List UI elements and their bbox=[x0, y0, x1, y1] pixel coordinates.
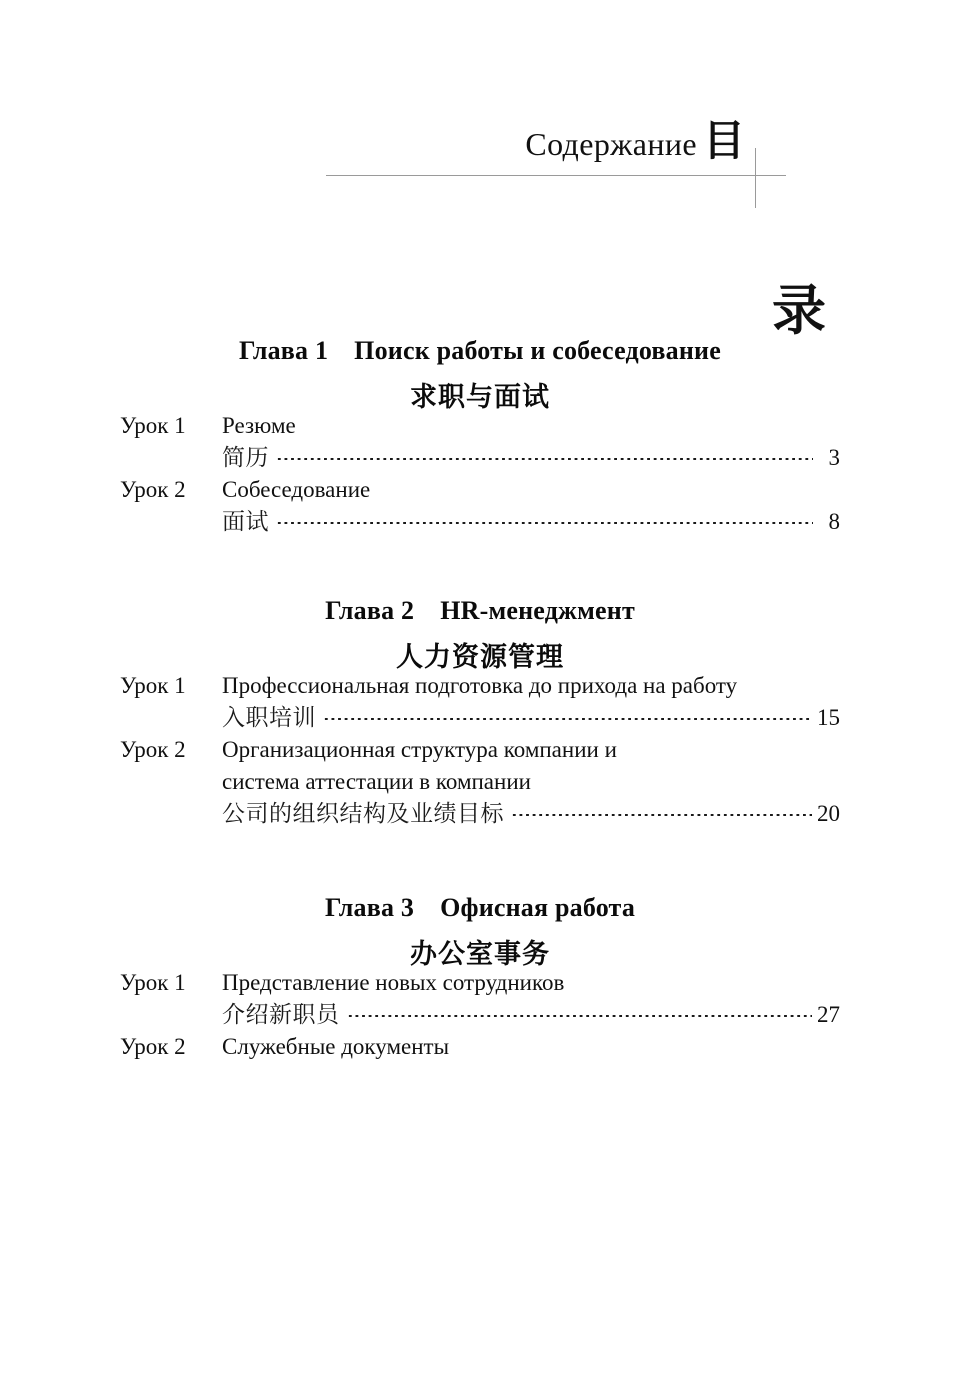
lesson-title-cjk: 面试 bbox=[222, 509, 269, 536]
chapter-heading bbox=[0, 893, 960, 971]
chapter-title-cjk: 人力资源管理 bbox=[396, 642, 564, 673]
chapter-heading-line bbox=[0, 893, 960, 923]
chapter-heading bbox=[0, 336, 960, 414]
chapter-title-cjk: 求职与面试 bbox=[410, 382, 550, 413]
lesson-title: система аттестации в компании bbox=[222, 769, 531, 795]
dot-leader bbox=[511, 805, 812, 821]
toc-entry[interactable] bbox=[120, 474, 840, 538]
toc-entry-row bbox=[120, 670, 840, 734]
toc-entry-row bbox=[120, 734, 840, 830]
lesson-leader-row bbox=[222, 702, 840, 735]
lesson-leader-row bbox=[222, 506, 840, 539]
lesson-title-cjk: 介绍新职员 bbox=[222, 1001, 340, 1028]
page-title: Содержание bbox=[525, 126, 697, 162]
lesson-body bbox=[222, 967, 840, 1031]
toc-entry[interactable] bbox=[120, 410, 840, 474]
chapter-title: HR-менеджмент bbox=[440, 596, 635, 625]
lesson-body bbox=[222, 474, 840, 538]
header-divider-horizontal bbox=[326, 175, 786, 176]
page-title-cjk-first: 目 bbox=[703, 116, 746, 165]
lesson-list bbox=[120, 670, 840, 831]
chapter-heading-line bbox=[0, 336, 960, 366]
lesson-label: Урок 1 bbox=[120, 673, 186, 698]
lesson-title: Организационная структура компании и bbox=[222, 737, 617, 763]
chapter-heading bbox=[0, 596, 960, 674]
header-divider-vertical bbox=[755, 148, 756, 208]
lesson-leader-row bbox=[222, 999, 840, 1032]
chapter-number: Глава 1 bbox=[239, 336, 329, 365]
lesson-label: Урок 1 bbox=[120, 970, 186, 995]
chapter-title: Офисная работа bbox=[440, 893, 636, 922]
lesson-list bbox=[120, 967, 840, 1063]
page-number: 27 bbox=[817, 1001, 840, 1027]
page-number: 15 bbox=[817, 704, 840, 730]
lesson-body bbox=[222, 1031, 840, 1063]
toc-entry-row bbox=[120, 967, 840, 1031]
lesson-list bbox=[120, 410, 840, 539]
toc-header bbox=[0, 108, 960, 342]
dot-leader bbox=[347, 1006, 813, 1022]
toc-entry-row bbox=[120, 474, 840, 538]
lesson-body bbox=[222, 734, 840, 830]
lesson-title-cjk: 简历 bbox=[222, 444, 269, 471]
lesson-label: Урок 2 bbox=[120, 1034, 186, 1060]
chapter-title-cjk: 办公室事务 bbox=[410, 939, 550, 970]
page-number: 20 bbox=[817, 800, 840, 826]
chapter-number: Глава 3 bbox=[324, 893, 415, 922]
lesson-label: Урок 2 bbox=[120, 477, 186, 503]
lesson-title: Собеседование bbox=[222, 477, 371, 503]
toc-entry-row bbox=[120, 410, 840, 474]
toc-entry-row bbox=[120, 1031, 840, 1063]
page-number: 8 bbox=[828, 509, 840, 535]
page-number: 3 bbox=[828, 444, 840, 470]
dot-leader bbox=[276, 513, 813, 529]
lesson-title: Служебные документы bbox=[222, 1034, 450, 1060]
page-title-cjk-second: 录 bbox=[772, 279, 826, 342]
lesson-title-cjk: 入职培训 bbox=[222, 704, 316, 731]
lesson-label: Урок 1 bbox=[120, 413, 186, 438]
lesson-title: Профессиональная подготовка до прихода на работу bbox=[222, 673, 738, 698]
chapter-title: Поиск работы и собеседование bbox=[354, 336, 721, 365]
lesson-body bbox=[222, 410, 840, 474]
dot-leader bbox=[323, 709, 812, 725]
lesson-leader-row bbox=[222, 442, 840, 475]
toc-entry[interactable] bbox=[120, 1031, 840, 1063]
lesson-body bbox=[222, 670, 840, 734]
toc-entry[interactable] bbox=[120, 734, 840, 830]
dot-leader bbox=[276, 449, 813, 465]
lesson-title: Резюме bbox=[222, 413, 296, 438]
lesson-title: Представление новых сотрудников bbox=[222, 970, 565, 995]
lesson-label: Урок 2 bbox=[120, 737, 186, 763]
toc-entry[interactable] bbox=[120, 670, 840, 734]
chapter-number: Глава 2 bbox=[325, 596, 415, 625]
lesson-leader-row bbox=[222, 798, 840, 831]
toc-entry[interactable] bbox=[120, 967, 840, 1031]
chapter-heading-line bbox=[0, 596, 960, 626]
lesson-title-cjk: 公司的组织结构及业绩目标 bbox=[222, 800, 504, 827]
